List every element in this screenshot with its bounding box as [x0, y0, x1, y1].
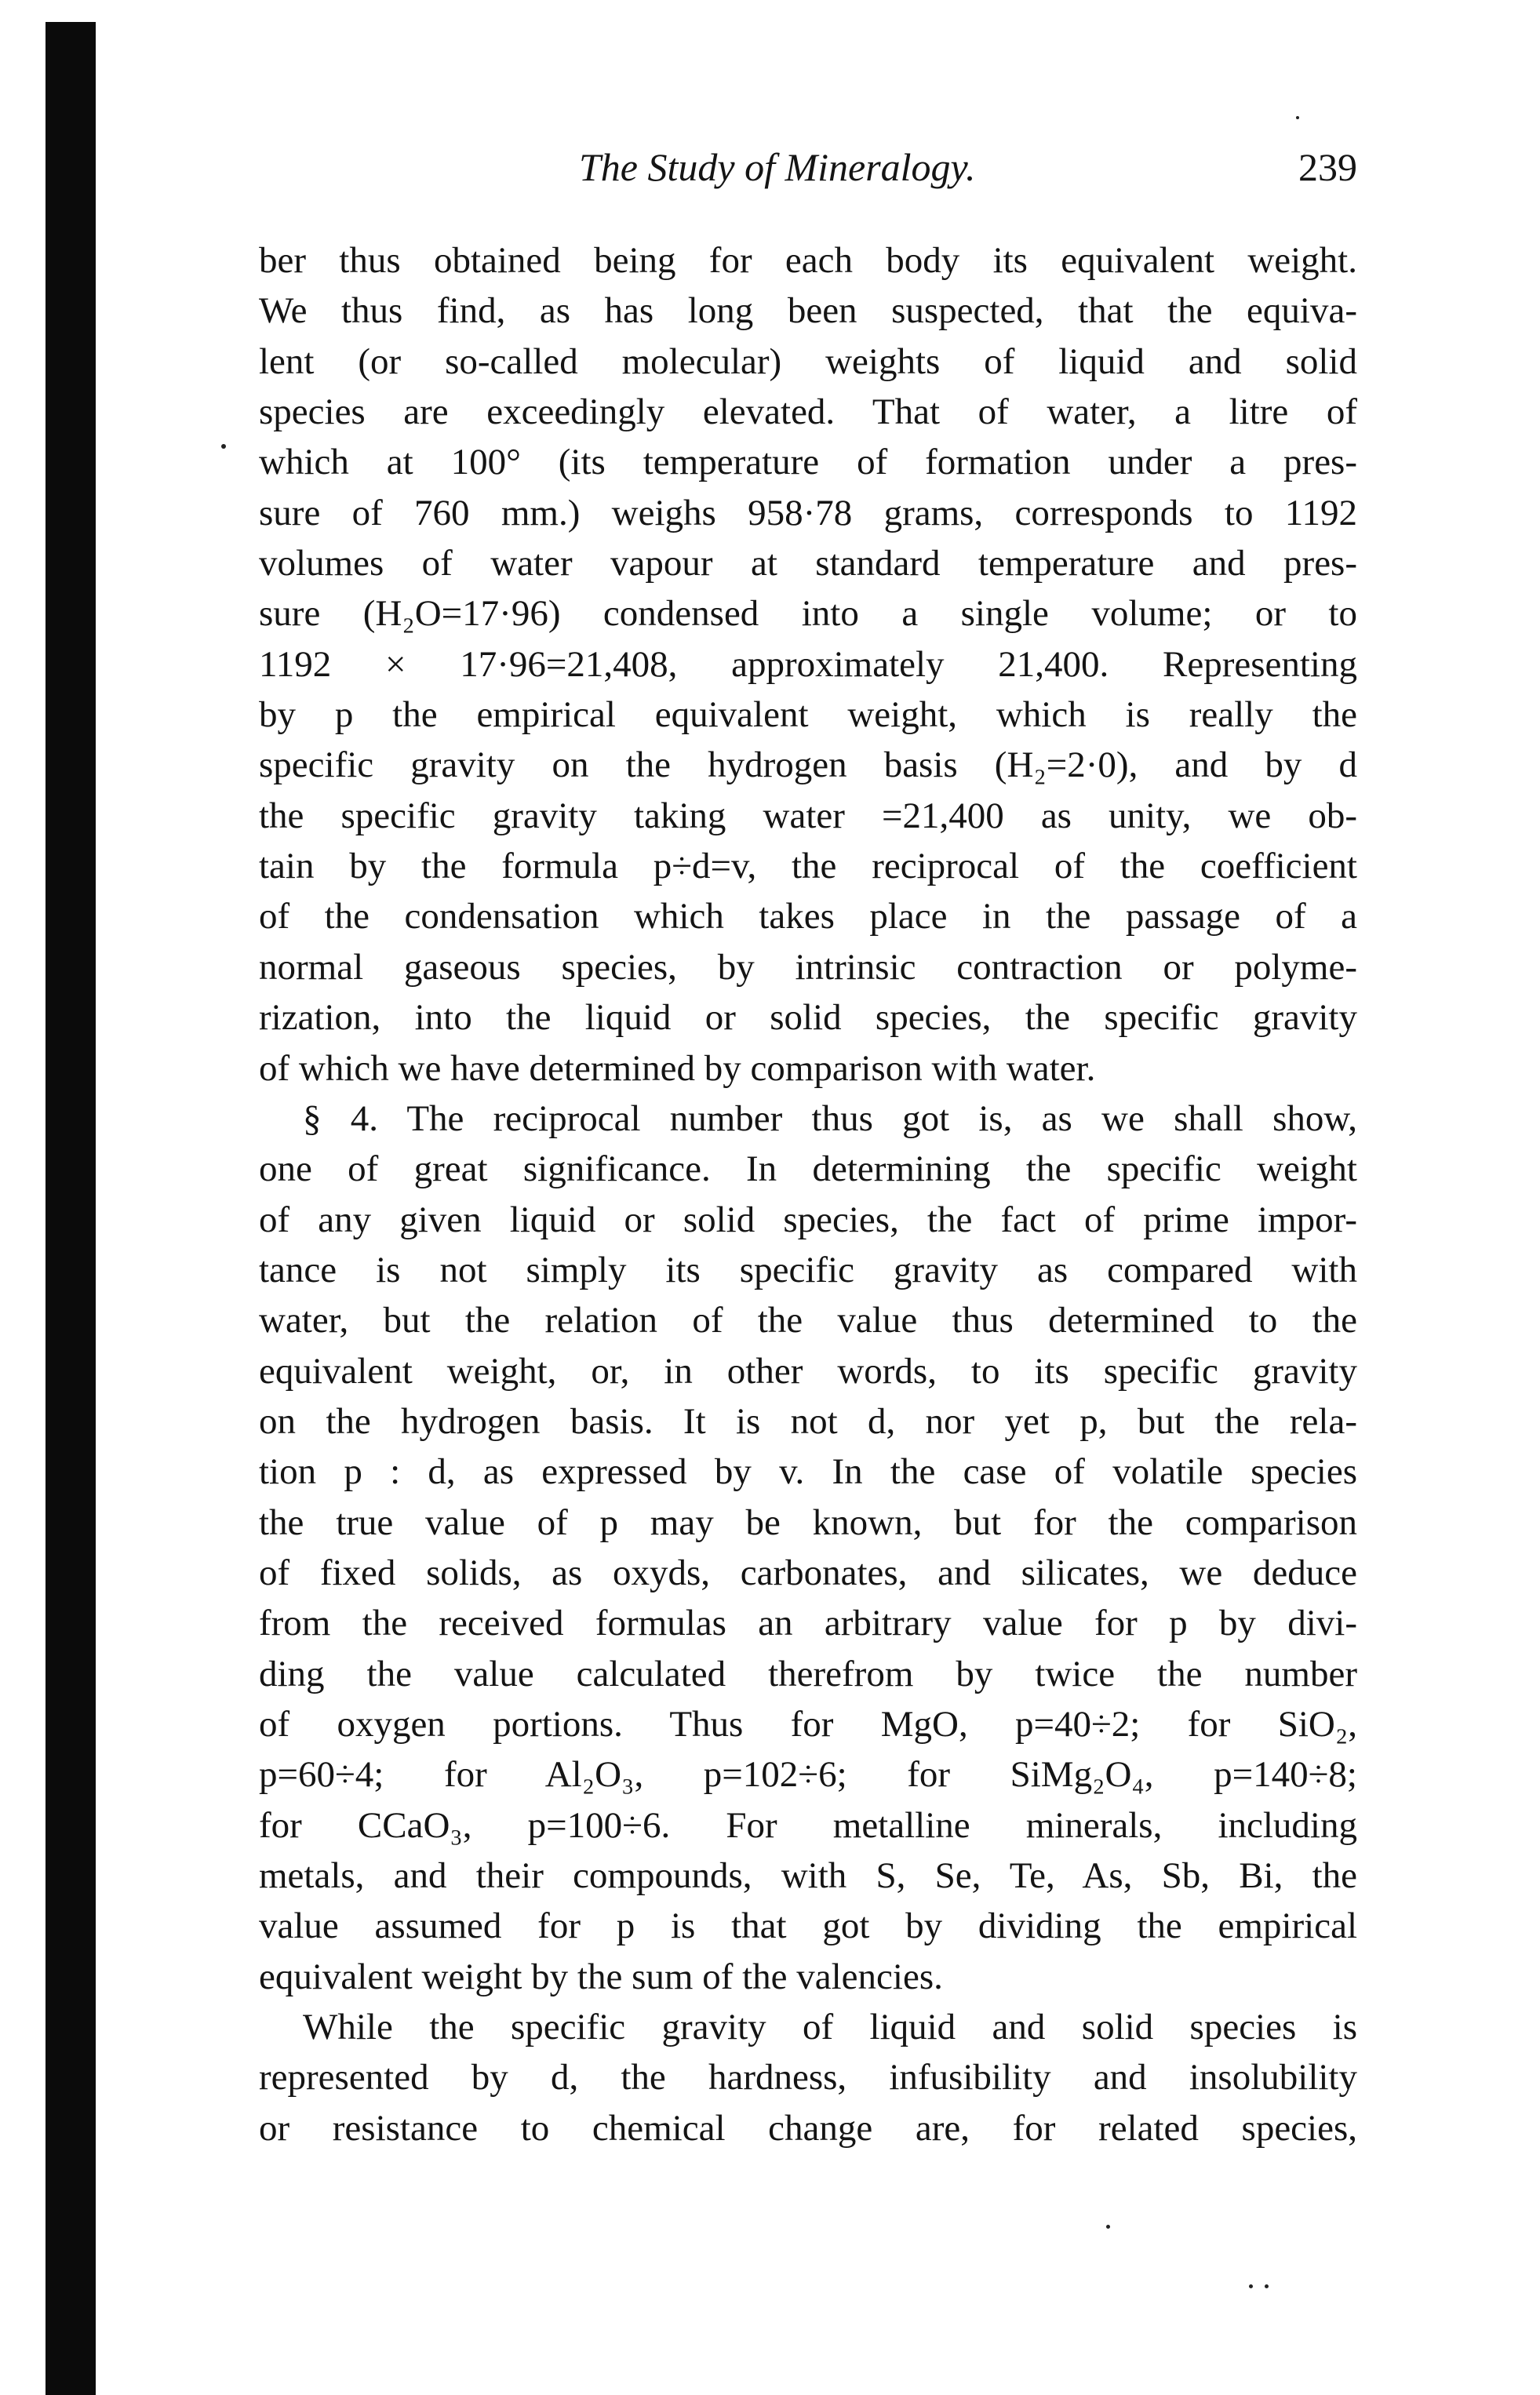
- text-line: sure (H₂O=17·96) condensed into a single volume; or to: [259, 593, 1357, 635]
- print-speck: [1296, 116, 1299, 119]
- text-line: for CCaO₃, p=100÷6. For metalline minerals, including: [259, 1804, 1357, 1846]
- print-speck: [1265, 2284, 1269, 2288]
- text-line: rization, into the liquid or solid species, the specific gravity: [259, 997, 1357, 1039]
- text-line: metals, and their compounds, with S, Se, Te, As, Sb, Bi, the: [259, 1855, 1357, 1896]
- text-line: of any given liquid or solid species, the fact of prime impor-: [259, 1199, 1357, 1240]
- text-line: species are exceedingly elevated. That of water, a litre of: [259, 391, 1357, 433]
- text-line: equivalent weight by the sum of the valencies.: [259, 1956, 943, 1997]
- text-line: the true value of p may be known, but for the comparison: [259, 1501, 1357, 1543]
- text-line: While the specific gravity of liquid and solid species is: [303, 2007, 1357, 2048]
- text-line: or resistance to chemical change are, for related species,: [259, 2107, 1357, 2149]
- text-line: the specific gravity taking water =21,400 as unity, we ob-: [259, 795, 1357, 836]
- print-speck: [1249, 2284, 1253, 2288]
- text-line: lent (or so-called molecular) weights of liquid and solid: [259, 340, 1357, 382]
- text-line: sure of 760 mm.) weighs 958·78 grams, corresponds to 1192: [259, 492, 1357, 533]
- text-line: of oxygen portions. Thus for MgO, p=40÷2; for SiO₂,: [259, 1703, 1357, 1745]
- section-heading-line: § 4. The reciprocal number thus got is, as we shall show,: [303, 1097, 1357, 1139]
- text-line: which at 100° (its temperature of formation under a pres-: [259, 442, 1357, 483]
- print-speck: [1106, 2225, 1110, 2229]
- text-line: represented by d, the hardness, infusibility and insolubility: [259, 2057, 1357, 2098]
- text-line: specific gravity on the hydrogen basis (H₂=2·0), and by d: [259, 744, 1357, 786]
- text-line: volumes of water vapour at standard temperature and pres-: [259, 543, 1357, 584]
- text-line: We thus find, as has long been suspected, that the equiva-: [259, 290, 1357, 332]
- text-line: ber thus obtained being for each body its equivalent weight.: [259, 240, 1357, 281]
- text-line: p=60÷4; for Al₂O₃, p=102÷6; for SiMg₂O₄, p=140÷8;: [259, 1754, 1357, 1796]
- text-line: one of great significance. In determining the specific weight: [259, 1148, 1357, 1190]
- text-line: by p the empirical equivalent weight, which is really the: [259, 694, 1357, 736]
- text-line: of the condensation which takes place in the passage of a: [259, 896, 1357, 937]
- text-line: 1192 × 17·96=21,408, approximately 21,400. Representing: [259, 643, 1357, 685]
- text-line: of fixed solids, as oxyds, carbonates, and silicates, we deduce: [259, 1552, 1357, 1593]
- text-line: tion p : d, as expressed by v. In the case of volatile species: [259, 1451, 1357, 1493]
- text-line: tain by the formula p÷d=v, the reciprocal of the coefficient: [259, 846, 1357, 887]
- text-line: tance is not simply its specific gravity as compared with: [259, 1249, 1357, 1290]
- page-number: 239: [1298, 145, 1357, 189]
- page-binding-edge: [46, 22, 96, 2395]
- body-text: [259, 235, 1357, 2153]
- running-title: The Study of Mineralogy.: [579, 145, 976, 189]
- text-line: on the hydrogen basis. It is not d, nor yet p, but the rela-: [259, 1400, 1357, 1442]
- text-line: from the received formulas an arbitrary value for p by divi-: [259, 1603, 1357, 1644]
- text-line: value assumed for p is that got by dividing the empirical: [259, 1905, 1357, 1947]
- text-line: water, but the relation of the value thus determined to the: [259, 1300, 1357, 1341]
- print-speck: [221, 444, 226, 449]
- text-line: ding the value calculated therefrom by twice the number: [259, 1653, 1357, 1694]
- running-header: [259, 138, 1357, 201]
- text-line: normal gaseous species, by intrinsic contraction or polyme-: [259, 946, 1357, 988]
- text-line: equivalent weight, or, in other words, to its specific gravity: [259, 1350, 1357, 1392]
- text-line: of which we have determined by comparison with water.: [259, 1047, 1096, 1089]
